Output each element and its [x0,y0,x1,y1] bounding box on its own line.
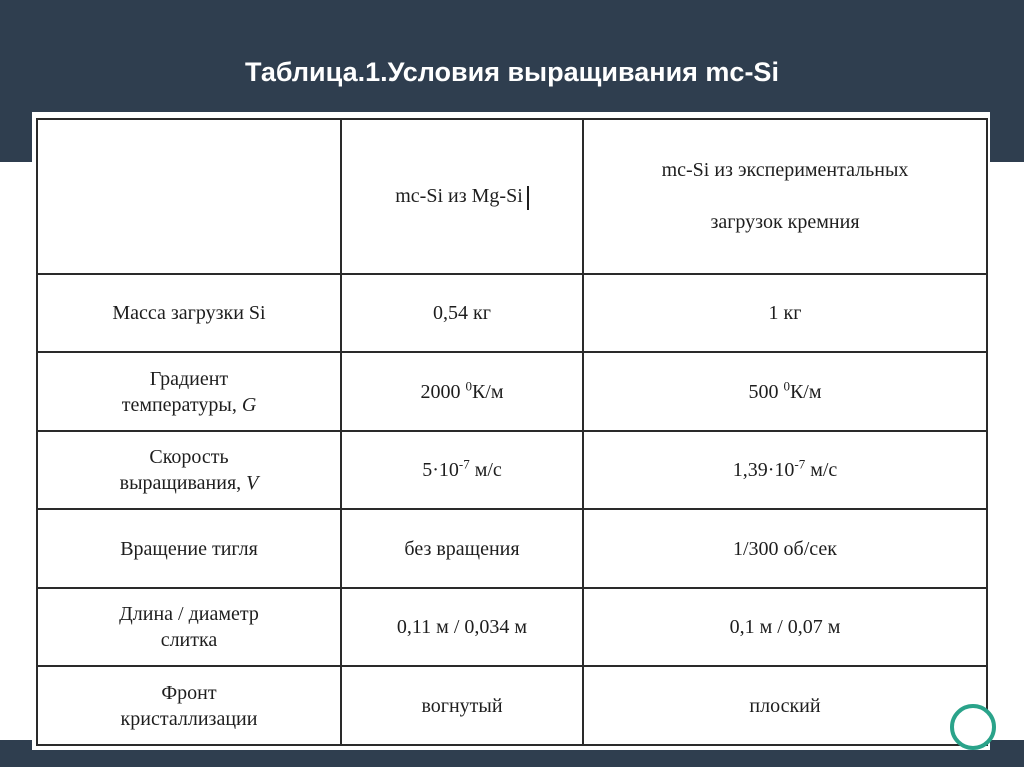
table-row [37,274,987,353]
value-unit: К/м [789,380,822,403]
row-label-text: температуры, [121,393,242,416]
slide-title: Таблица.1.Условия выращивания mc-Si [245,57,779,87]
row-label-text: кристаллизации [120,707,258,730]
value-text: 2000 [420,380,466,403]
value-text: 500 [748,380,784,403]
row-label-text: выращивания, [119,472,247,495]
header-experimental-line2: загрузок кремния [710,211,860,234]
value-unit: м/с [469,459,502,482]
growth-conditions-table [36,118,988,746]
header-cell-experimental [583,119,987,274]
table-row [37,588,987,667]
table-row [37,666,987,745]
cell-ingot-size-mgsi: 0,11 м / 0,034 м [341,588,583,667]
row-label-rotation [37,509,341,588]
table-row [37,509,987,588]
row-label-ingot-size [37,588,341,667]
row-label-mass [37,274,341,353]
row-label-symbol: V [246,472,259,495]
header-cell-empty [37,119,341,274]
table-header-row [37,119,987,274]
cell-gradient-mgsi [341,352,583,431]
exponent-superscript: -7 [458,456,470,472]
value-unit: м/с [805,459,838,482]
row-label-front [37,666,341,745]
cell-ingot-size-experimental: 0,1 м / 0,07 м [583,588,987,667]
exponent-superscript: -7 [794,456,806,472]
value-text: 5·10 [422,459,459,482]
row-label-text: Фронт [161,681,217,704]
header-cell-mgsi [341,119,583,274]
cell-front-mgsi: вогнутый [341,666,583,745]
table-row [37,431,987,510]
cell-mass-experimental: 1 кг [583,274,987,353]
degree-superscript: 0 [783,378,790,394]
corner-circle-decoration [950,704,996,750]
row-label-speed [37,431,341,510]
value-unit: К/м [471,380,504,403]
cell-rotation-mgsi: без вращения [341,509,583,588]
row-label-symbol: G [241,393,257,416]
cell-speed-experimental [583,431,987,510]
row-label-text: Вращение тигля [120,537,258,560]
row-label-gradient [37,352,341,431]
row-label-text: слитка [160,629,218,652]
cell-gradient-experimental [583,352,987,431]
cell-front-experimental: плоский [583,666,987,745]
row-label-text: Градиент [149,367,229,390]
table-row [37,352,987,431]
cell-speed-mgsi [341,431,583,510]
row-label-text: Длина / диаметр [119,603,259,626]
row-label-text: Скорость [149,446,229,469]
header-experimental-line1: mc-Si из экспериментальных [661,159,909,182]
cell-mass-mgsi: 0,54 кг [341,274,583,353]
header-mgsi-text: mc-Si из Mg-Si [395,185,523,208]
text-cursor-mark [527,186,529,210]
row-label-text: Масса загрузки Si [112,302,266,325]
cell-rotation-experimental: 1/300 об/сек [583,509,987,588]
value-text: 1,39·10 [732,459,795,482]
degree-superscript: 0 [465,378,472,394]
